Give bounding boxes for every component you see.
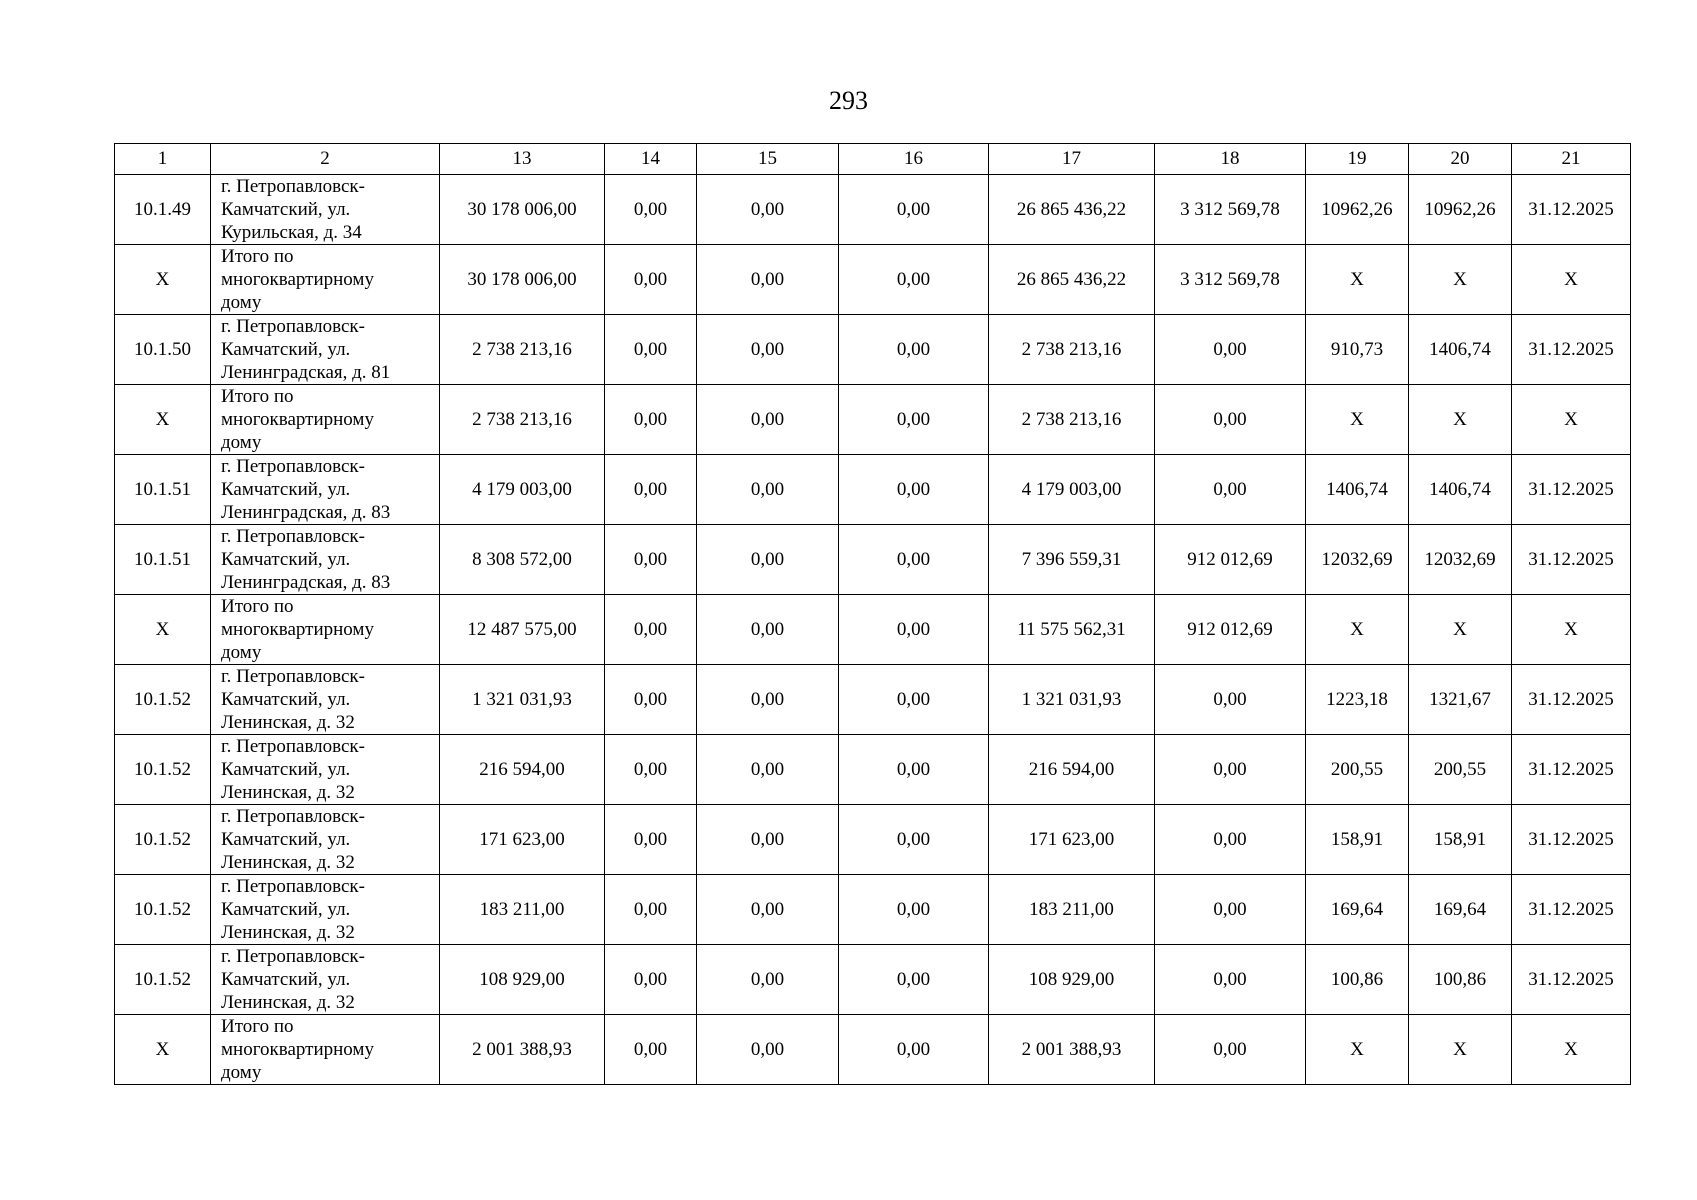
col-16-cell: 0,00 [839,735,989,805]
col-15-cell: 0,00 [697,1015,839,1085]
address-cell: г. Петропавловск- Камчатский, ул. Ленинградская, д. 83 [211,455,440,525]
address-cell: г. Петропавловск- Камчатский, ул. Ленинская, д. 32 [211,875,440,945]
col-20-cell: 10962,26 [1409,175,1512,245]
col-17-cell: 2 738 213,16 [989,385,1155,455]
address-cell: г. Петропавловск- Камчатский, ул. Ленинградская, д. 81 [211,315,440,385]
col-18-cell: 3 312 569,78 [1155,245,1306,315]
date-cell: X [1512,1015,1631,1085]
col-15-cell: 0,00 [697,525,839,595]
address-cell: г. Петропавловск- Камчатский, ул. Курильская, д. 34 [211,175,440,245]
table-row [115,1015,1631,1085]
col-17-cell: 7 396 559,31 [989,525,1155,595]
total-cost-cell: 8 308 572,00 [440,525,605,595]
col-19-cell: 12032,69 [1306,525,1409,595]
table-row [115,945,1631,1015]
date-cell: 31.12.2025 [1512,735,1631,805]
total-cost-cell: 171 623,00 [440,805,605,875]
col-20-cell: X [1409,245,1512,315]
col-17-cell: 108 929,00 [989,945,1155,1015]
col-17-cell: 26 865 436,22 [989,245,1155,315]
col-16-cell: 0,00 [839,455,989,525]
address-cell: Итого по многоквартирному дому [211,245,440,315]
table-row [115,245,1631,315]
table-row [115,455,1631,525]
total-cost-cell: 2 001 388,93 [440,1015,605,1085]
col-14-cell: 0,00 [605,875,697,945]
row-number-cell: X [115,1015,211,1085]
date-cell: 31.12.2025 [1512,805,1631,875]
col-20-cell: 169,64 [1409,875,1512,945]
column-header: 17 [989,144,1155,175]
col-15-cell: 0,00 [697,735,839,805]
row-number-cell: X [115,245,211,315]
col-20-cell: X [1409,595,1512,665]
column-header: 14 [605,144,697,175]
col-14-cell: 0,00 [605,665,697,735]
col-15-cell: 0,00 [697,945,839,1015]
date-cell: 31.12.2025 [1512,315,1631,385]
row-number-cell: X [115,385,211,455]
col-19-cell: 10962,26 [1306,175,1409,245]
date-cell: 31.12.2025 [1512,525,1631,595]
col-14-cell: 0,00 [605,455,697,525]
col-19-cell: 200,55 [1306,735,1409,805]
column-header: 21 [1512,144,1631,175]
date-cell: 31.12.2025 [1512,455,1631,525]
address-cell: Итого по многоквартирному дому [211,1015,440,1085]
col-19-cell: 169,64 [1306,875,1409,945]
column-header: 18 [1155,144,1306,175]
col-14-cell: 0,00 [605,595,697,665]
col-19-cell: X [1306,1015,1409,1085]
col-20-cell: 200,55 [1409,735,1512,805]
col-20-cell: X [1409,1015,1512,1085]
table-row [115,595,1631,665]
col-17-cell: 2 738 213,16 [989,315,1155,385]
table-row [115,875,1631,945]
col-18-cell: 912 012,69 [1155,525,1306,595]
col-14-cell: 0,00 [605,315,697,385]
address-cell: г. Петропавловск- Камчатский, ул. Ленинская, д. 32 [211,805,440,875]
col-15-cell: 0,00 [697,245,839,315]
header-row [115,144,1631,175]
total-cost-cell: 30 178 006,00 [440,175,605,245]
data-table [114,143,1631,1085]
total-cost-cell: 30 178 006,00 [440,245,605,315]
col-17-cell: 216 594,00 [989,735,1155,805]
table-body [115,175,1631,1085]
col-14-cell: 0,00 [605,735,697,805]
col-19-cell: X [1306,245,1409,315]
col-17-cell: 183 211,00 [989,875,1155,945]
col-15-cell: 0,00 [697,805,839,875]
col-15-cell: 0,00 [697,455,839,525]
col-15-cell: 0,00 [697,315,839,385]
col-20-cell: X [1409,385,1512,455]
col-18-cell: 0,00 [1155,1015,1306,1085]
col-20-cell: 12032,69 [1409,525,1512,595]
column-header: 16 [839,144,989,175]
col-16-cell: 0,00 [839,385,989,455]
col-17-cell: 26 865 436,22 [989,175,1155,245]
column-header: 15 [697,144,839,175]
col-20-cell: 1406,74 [1409,455,1512,525]
address-cell: Итого по многоквартирному дому [211,385,440,455]
col-14-cell: 0,00 [605,245,697,315]
col-19-cell: 1406,74 [1306,455,1409,525]
col-14-cell: 0,00 [605,175,697,245]
col-15-cell: 0,00 [697,595,839,665]
col-19-cell: 100,86 [1306,945,1409,1015]
table-row [115,805,1631,875]
total-cost-cell: 4 179 003,00 [440,455,605,525]
col-18-cell: 3 312 569,78 [1155,175,1306,245]
col-15-cell: 0,00 [697,385,839,455]
col-16-cell: 0,00 [839,1015,989,1085]
row-number-cell: 10.1.52 [115,805,211,875]
total-cost-cell: 1 321 031,93 [440,665,605,735]
col-16-cell: 0,00 [839,245,989,315]
col-15-cell: 0,00 [697,875,839,945]
col-17-cell: 4 179 003,00 [989,455,1155,525]
column-header: 2 [211,144,440,175]
col-17-cell: 1 321 031,93 [989,665,1155,735]
col-14-cell: 0,00 [605,805,697,875]
column-header: 13 [440,144,605,175]
row-number-cell: 10.1.51 [115,455,211,525]
date-cell: X [1512,385,1631,455]
row-number-cell: 10.1.50 [115,315,211,385]
col-16-cell: 0,00 [839,665,989,735]
col-16-cell: 0,00 [839,945,989,1015]
column-header: 20 [1409,144,1512,175]
col-18-cell: 0,00 [1155,805,1306,875]
date-cell: 31.12.2025 [1512,665,1631,735]
table-row [115,315,1631,385]
col-17-cell: 2 001 388,93 [989,1015,1155,1085]
col-18-cell: 0,00 [1155,665,1306,735]
col-20-cell: 158,91 [1409,805,1512,875]
address-cell: г. Петропавловск- Камчатский, ул. Ленинская, д. 32 [211,665,440,735]
col-19-cell: X [1306,595,1409,665]
col-19-cell: X [1306,385,1409,455]
col-18-cell: 0,00 [1155,385,1306,455]
col-16-cell: 0,00 [839,595,989,665]
col-16-cell: 0,00 [839,875,989,945]
address-cell: Итого по многоквартирному дому [211,595,440,665]
col-14-cell: 0,00 [605,385,697,455]
address-cell: г. Петропавловск- Камчатский, ул. Ленинская, д. 32 [211,945,440,1015]
col-16-cell: 0,00 [839,315,989,385]
table-row [115,525,1631,595]
date-cell: 31.12.2025 [1512,175,1631,245]
col-18-cell: 0,00 [1155,455,1306,525]
address-cell: г. Петропавловск- Камчатский, ул. Ленинская, д. 32 [211,735,440,805]
page-number: 293 [829,86,868,115]
col-15-cell: 0,00 [697,665,839,735]
col-16-cell: 0,00 [839,805,989,875]
col-20-cell: 1321,67 [1409,665,1512,735]
col-17-cell: 171 623,00 [989,805,1155,875]
date-cell: 31.12.2025 [1512,875,1631,945]
total-cost-cell: 183 211,00 [440,875,605,945]
row-number-cell: 10.1.52 [115,665,211,735]
total-cost-cell: 216 594,00 [440,735,605,805]
row-number-cell: 10.1.52 [115,875,211,945]
col-19-cell: 1223,18 [1306,665,1409,735]
col-18-cell: 0,00 [1155,315,1306,385]
col-15-cell: 0,00 [697,175,839,245]
col-19-cell: 158,91 [1306,805,1409,875]
row-number-cell: 10.1.51 [115,525,211,595]
col-18-cell: 0,00 [1155,945,1306,1015]
column-header: 1 [115,144,211,175]
total-cost-cell: 12 487 575,00 [440,595,605,665]
row-number-cell: 10.1.49 [115,175,211,245]
col-16-cell: 0,00 [839,175,989,245]
total-cost-cell: 2 738 213,16 [440,315,605,385]
table-row [115,385,1631,455]
table-row [115,665,1631,735]
row-number-cell: X [115,595,211,665]
date-cell: 31.12.2025 [1512,945,1631,1015]
table-row [115,175,1631,245]
col-17-cell: 11 575 562,31 [989,595,1155,665]
col-18-cell: 912 012,69 [1155,595,1306,665]
col-14-cell: 0,00 [605,525,697,595]
date-cell: X [1512,245,1631,315]
row-number-cell: 10.1.52 [115,735,211,805]
row-number-cell: 10.1.52 [115,945,211,1015]
total-cost-cell: 2 738 213,16 [440,385,605,455]
col-14-cell: 0,00 [605,945,697,1015]
col-18-cell: 0,00 [1155,735,1306,805]
column-header: 19 [1306,144,1409,175]
address-cell: г. Петропавловск- Камчатский, ул. Ленинградская, д. 83 [211,525,440,595]
table-row [115,735,1631,805]
col-20-cell: 100,86 [1409,945,1512,1015]
date-cell: X [1512,595,1631,665]
col-20-cell: 1406,74 [1409,315,1512,385]
col-18-cell: 0,00 [1155,875,1306,945]
col-19-cell: 910,73 [1306,315,1409,385]
col-14-cell: 0,00 [605,1015,697,1085]
total-cost-cell: 108 929,00 [440,945,605,1015]
col-16-cell: 0,00 [839,525,989,595]
